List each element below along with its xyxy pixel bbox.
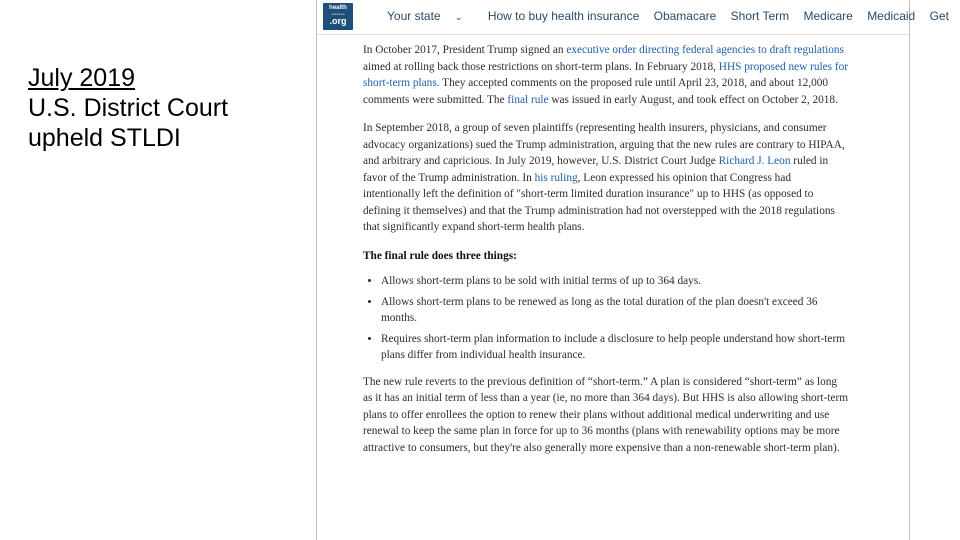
p1-text-3: . They accepted comments on the proposed rule until April 23, 2018, and about 12,000 comments were submitted. The: [363, 77, 829, 106]
site-nav: [317, 0, 949, 35]
slide-title-line-3: upheld STLDI: [28, 124, 181, 152]
chevron-down-icon: ⌄: [454, 12, 463, 22]
p1-text-1: In October 2017, President Trump signed an: [363, 44, 567, 56]
judge-leon-link[interactable]: Richard J. Leon: [718, 155, 791, 167]
nav-obamacare[interactable]: Obamacare: [653, 9, 717, 23]
final-rule-link[interactable]: final rule: [507, 93, 549, 106]
nav-your-state[interactable]: [387, 9, 474, 23]
site-logo[interactable]: [323, 3, 353, 30]
p1-text-4: was issued in early August, and took effect on October 2, 2018.: [548, 93, 838, 106]
his-ruling-link[interactable]: his ruling: [534, 171, 578, 184]
p2-text-2: ruled in favor of the Trump administration. In: [363, 155, 829, 184]
list-item: • Allows short-term plans to be renewed as long as the total duration of the plan doesn't exceed 36 months.: [381, 294, 849, 327]
list-item: • Requires short-term plan information to include a disclosure to help people understand how short-term plans differ from individual health insurance.: [381, 331, 849, 364]
list-item: • Allows short-term plans to be sold with initial terms of up to 364 days.: [381, 273, 849, 290]
nav-menu: [387, 9, 960, 23]
p2-text-1: In September 2018, a group of seven plaintiffs (representing health insurers, physicians, and consumer advocacy organizations) sued the Trump administration, arguing that the new rules are contrary to HIPAA, and arbitrary and capricious. In July 2019, however, U.S. District Court Judge: [363, 122, 845, 167]
nav-short-term[interactable]: Short Term: [730, 9, 790, 23]
executive-order-link[interactable]: executive order directing federal agencies to draft regulations: [566, 44, 844, 56]
slide-title-line-1: July 2019: [28, 64, 136, 92]
slide-title-line-2: U.S. District Court: [28, 94, 229, 122]
article-body: [363, 42, 849, 468]
logo-text-health: health: [329, 5, 347, 11]
logo-text-org: .org: [329, 16, 347, 26]
p1-text-2: aimed at rolling back those restrictions on short-term plans. In February 2018,: [363, 60, 719, 73]
p2-text-3: , Leon expressed his opinion that Congress had intentionally left the definition of "short-term limited duration insurance" up to HHS (as opposed to defining it themselves) and that the Trump administration had not overstepped with the 2018 regulations that significantly expand short-term health plans.: [363, 171, 835, 233]
webpage-screenshot: [316, 0, 949, 540]
article-paragraph-2: [363, 120, 849, 236]
slide-title: [28, 63, 308, 153]
nav-your-state-label: Your state: [387, 9, 441, 23]
final-rule-list: [363, 273, 849, 364]
nav-how-to-buy[interactable]: How to buy health insurance: [487, 9, 640, 23]
article-paragraph-1: [363, 42, 849, 108]
final-rule-heading: The final rule does three things:: [363, 249, 517, 262]
nav-get[interactable]: Get: [929, 9, 949, 23]
nav-medicare[interactable]: Medicare: [803, 9, 853, 23]
hhs-proposed-rules-link[interactable]: HHS proposed new rules for short-term plans: [363, 60, 849, 89]
article-paragraph-3: The new rule reverts to the previous definition of “short-term.” A plan is considered “short-term” as long as it has an initial term of less than a year (ie, no more than 364 days). But HHS is also allowing short-term plans to offer enrollees the option to renew their plans without additional medical underwriting and use renewal to keep the same plan in force for up to 36 months (plans with renewability options may be more attractive to consumers, but they're also generally more expensive than a non-renewable short-term plan).: [363, 375, 849, 454]
logo-text-insurance: insurance: [331, 12, 345, 16]
nav-medicaid[interactable]: Medicaid: [867, 9, 916, 23]
